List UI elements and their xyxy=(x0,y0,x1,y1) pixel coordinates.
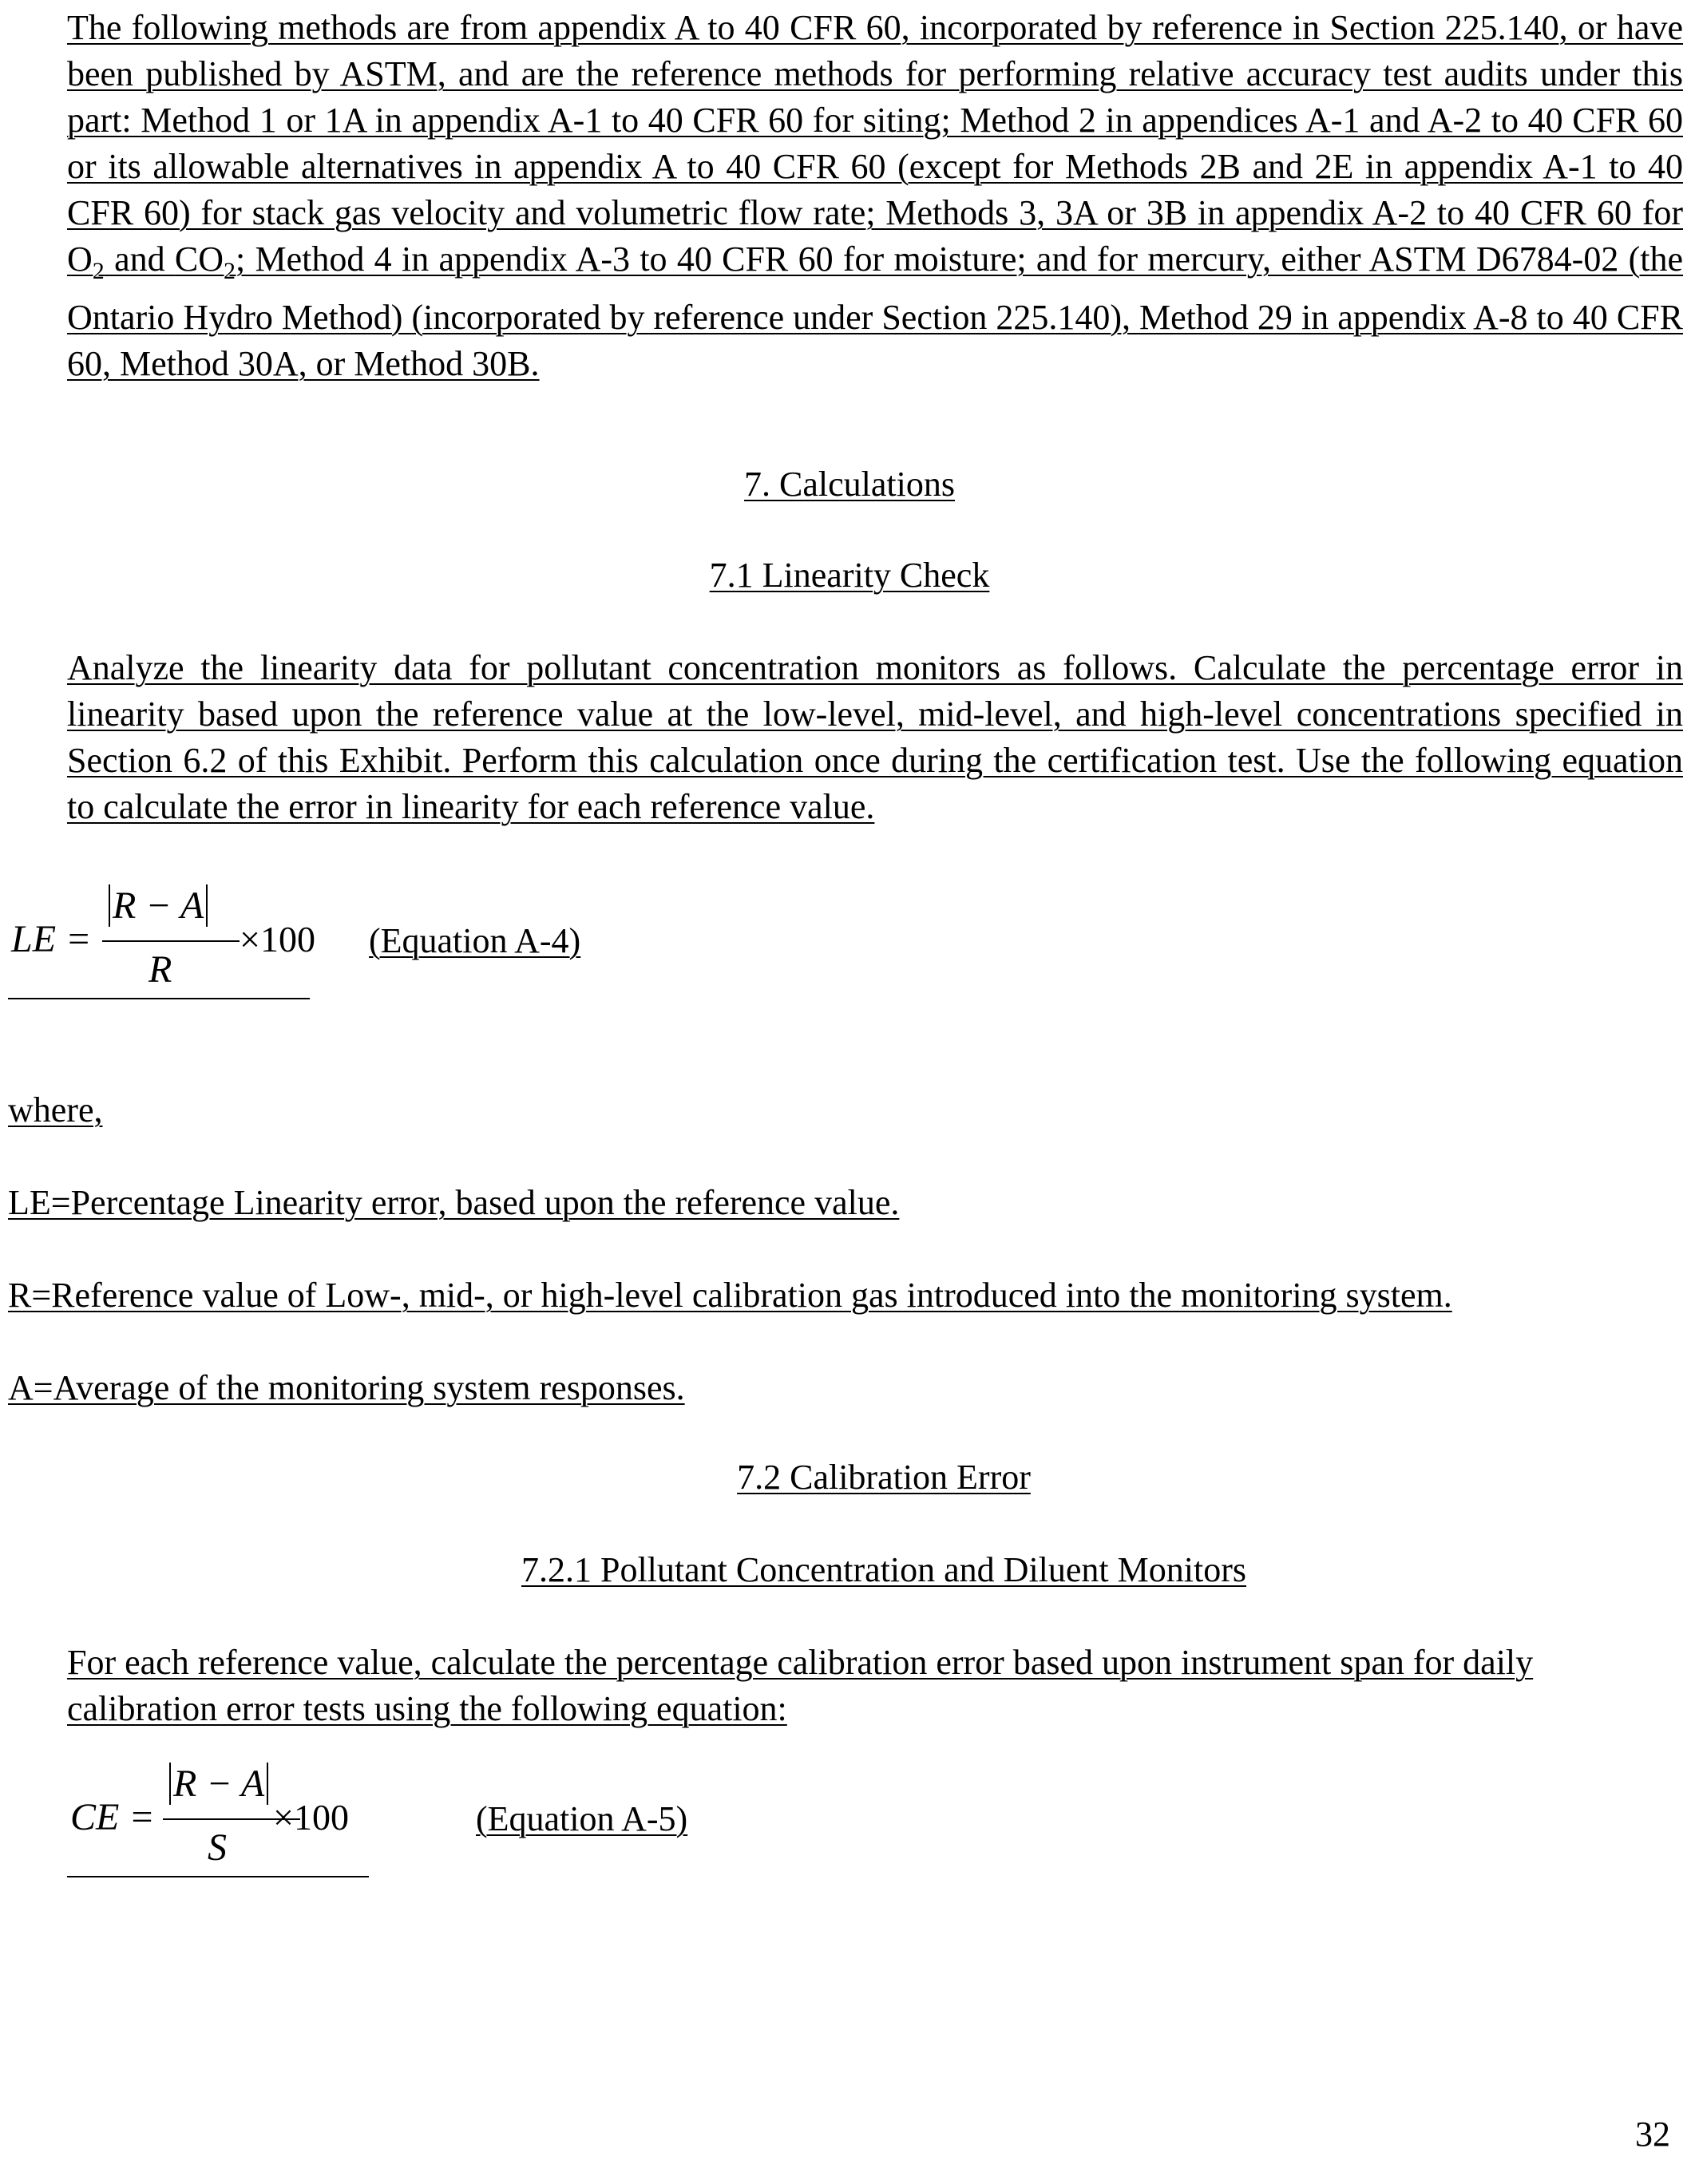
equation-a4 xyxy=(0,878,798,998)
o2-subscript: 2 xyxy=(92,257,105,284)
page-number: 32 xyxy=(1635,2115,1670,2154)
section-7-heading xyxy=(0,461,1699,508)
section-7-2-heading-text: 7.2 Calibration Error xyxy=(737,1458,1031,1497)
equation-a4-denominator: R xyxy=(149,948,172,991)
definition-r: R=Reference value of Low-, mid-, or high-level calibration gas introduced into the monitoring system. xyxy=(8,1276,1452,1315)
equation-a4-times: ×100 xyxy=(240,919,315,959)
co2-subscript: 2 xyxy=(224,257,236,284)
section-7-2-1-heading-text: 7.2.1 Pollutant Concentration and Diluent Monitors xyxy=(521,1550,1246,1589)
o2-text: O xyxy=(67,239,93,279)
section-7-2-heading xyxy=(0,1454,1699,1501)
where-label: where, xyxy=(8,1090,103,1130)
definition-a: A=Average of the monitoring system responses. xyxy=(8,1368,685,1407)
equation-a5-lhs: CE = xyxy=(70,1796,155,1838)
equation-a4-numerator: R − A xyxy=(109,883,208,929)
section-7-1-heading-text: 7.1 Linearity Check xyxy=(709,556,990,595)
equation-a5-numerator: R − A xyxy=(169,1761,268,1807)
section-7-2-1-heading xyxy=(0,1547,1699,1593)
equation-a5-times: ×100 xyxy=(273,1797,349,1838)
linearity-paragraph: Analyze the linearity data for pollutant concentration monitors as follows. Calculate the percentage error in linearity based upon the reference value at the low-level, mid-level, and high-level concentrations specified in Section 6.2 of this Exhibit. Perform this calculation once during the certification test. Use the following equation to calculate the error in linearity for each reference value. xyxy=(67,648,1683,826)
intro-text-end: ; Method 4 in appendix A-3 to 40 CFR 60 for moisture; and for mercury, either ASTM D6784-02 (the Ontario Hydro Method) (incorporated by reference under Section 225.140), Method 29 in appendix A-8 to 40 CFR 60, Method 30A, or Method 30B. xyxy=(67,239,1684,383)
equation-a5 xyxy=(0,1756,798,1876)
and-text: and xyxy=(104,239,175,279)
section-7-1-heading xyxy=(0,552,1699,599)
equation-a4-lhs: LE = xyxy=(11,918,92,960)
intro-paragraph xyxy=(67,5,1683,387)
section-7-heading-text: 7. Calculations xyxy=(744,465,955,504)
calibration-paragraph: For each reference value, calculate the percentage calibration error based upon instrument span for daily calibration error tests using the following equation: xyxy=(67,1643,1534,1728)
equation-a4-label: (Equation A-4) xyxy=(369,921,581,960)
intro-text: The following methods are from appendix A to 40 CFR 60, incorporated by reference in Section 225.140, or have been published by ASTM, and are the reference methods for performing relative accuracy test audits under this part: Method 1 or 1A in appendix A-1 to 40 CFR 60 for siting; Method 2 in appendices A-1 and A-2 to 40 CFR 60 or its allowable alternatives in appendix A to 40 CFR 60 (except for Methods 2B and 2E in appendix A-1 to 40 CFR 60) for stack gas velocity and volumetric flow rate; Methods 3, 3A or 3B in appendix A-2 to 40 CFR 60 for xyxy=(67,8,1683,232)
definition-le: LE=Percentage Linearity error, based upon the reference value. xyxy=(8,1183,900,1222)
equation-a5-label: (Equation A-5) xyxy=(476,1799,688,1838)
equation-a4-fraction-bar xyxy=(102,940,240,942)
equation-a4-underline xyxy=(8,998,310,999)
equation-a5-underline xyxy=(67,1876,369,1877)
equation-a5-denominator: S xyxy=(208,1826,227,1869)
co2-text: CO xyxy=(174,239,224,279)
